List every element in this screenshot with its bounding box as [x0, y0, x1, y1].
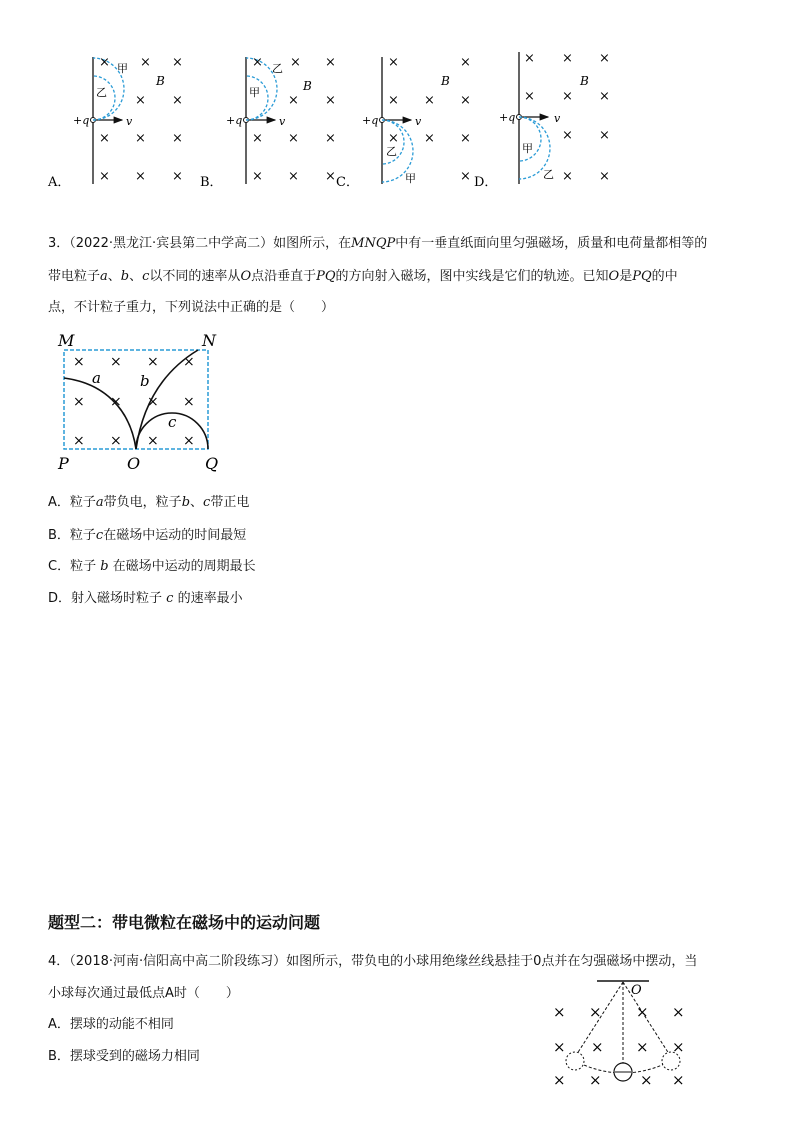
option-text: 带负电，粒子	[103, 495, 182, 510]
option-label-a: A．	[48, 175, 71, 190]
label-n: N	[202, 331, 216, 350]
label-c: c	[168, 413, 177, 431]
cross-mark: ×	[288, 131, 299, 146]
q3-text: 点沿垂直于	[251, 269, 317, 284]
q4-pendulum-figure	[545, 975, 695, 1090]
option-text: 在磁场中运动的时间最短	[103, 528, 247, 543]
cross-mark: ×	[553, 1003, 566, 1021]
q3-option-b[interactable]	[48, 524, 246, 543]
q3-var: O	[608, 269, 620, 284]
cross-mark: ×	[562, 89, 573, 104]
cross-mark: ×	[599, 51, 610, 66]
cross-mark: ×	[640, 1071, 653, 1089]
q3-var: c	[142, 269, 150, 284]
cross-mark: ×	[99, 55, 110, 70]
label-charge: +q	[362, 114, 379, 127]
label-jia: 甲	[405, 172, 416, 185]
option-var: a	[95, 495, 104, 510]
cross-mark: ×	[147, 394, 159, 410]
cross-mark: ×	[172, 131, 183, 146]
cross-mark: ×	[110, 394, 122, 410]
label-b: b	[140, 372, 150, 390]
cross-mark: ×	[524, 89, 535, 104]
cross-mark: ×	[172, 169, 183, 184]
option-label-c: C．	[336, 175, 359, 190]
q3-region: MNQP	[351, 236, 396, 251]
label-jia: 甲	[117, 62, 128, 75]
q4-option-b[interactable]: B．摆球受到的磁场力相同	[48, 1049, 200, 1064]
option-figures	[0, 0, 793, 200]
cross-mark: ×	[388, 93, 399, 108]
cross-mark: ×	[135, 93, 146, 108]
q4-line-1: 4．（2018·河南·信阳高中高二阶段练习）如图所示，带负电的小球用绝缘丝线悬挂于0点并在匀强磁场中摆动，当	[48, 954, 698, 969]
option-text: A．粒子	[48, 495, 96, 510]
q3-text: 是	[619, 269, 633, 284]
q3-line-1	[48, 232, 707, 251]
cross-mark: ×	[99, 131, 110, 146]
cross-mark: ×	[524, 51, 535, 66]
cross-mark: ×	[135, 169, 146, 184]
section-heading: 题型二：带电微粒在磁场中的运动问题	[48, 913, 321, 932]
q3-text: 的中	[651, 269, 678, 284]
q4-line-2: 小球每次通过最低点A时（ ）	[48, 986, 239, 1001]
option-text: D．射入磁场时粒子	[48, 591, 167, 606]
label-o: O	[127, 454, 141, 473]
label-m: M	[58, 331, 75, 350]
cross-mark: ×	[460, 169, 471, 184]
option-var: b	[100, 559, 109, 574]
label-v: v	[415, 115, 422, 128]
cross-mark: ×	[252, 131, 263, 146]
option-var: b	[181, 495, 191, 510]
option-text: C．粒子	[48, 559, 101, 574]
label-a: a	[92, 369, 101, 387]
label-o: O	[631, 983, 642, 998]
cross-mark: ×	[388, 131, 399, 146]
label-charge: +q	[73, 114, 90, 127]
figure-b	[200, 55, 336, 190]
option-text: 的速率最小	[173, 591, 243, 606]
q3-var: PQ	[316, 269, 336, 284]
cross-mark: ×	[325, 93, 336, 108]
label-b: B	[303, 79, 312, 93]
cross-mark: ×	[589, 1003, 602, 1021]
figure-a	[47, 55, 183, 190]
q3-text: 、	[107, 269, 121, 284]
cross-mark: ×	[460, 131, 471, 146]
label-b: B	[441, 74, 450, 88]
cross-mark: ×	[553, 1071, 566, 1089]
label-yi: 乙	[543, 168, 554, 181]
cross-mark: ×	[110, 354, 122, 370]
label-v: v	[554, 112, 561, 125]
figure-c	[336, 55, 471, 190]
cross-mark: ×	[636, 1003, 649, 1021]
option-var: c	[166, 591, 174, 606]
cross-mark: ×	[325, 131, 336, 146]
q3-option-a[interactable]	[48, 491, 249, 510]
cross-mark: ×	[325, 169, 336, 184]
ball-left	[566, 1052, 584, 1070]
cross-mark: ×	[599, 128, 610, 143]
figure-d	[474, 51, 610, 190]
cross-mark: ×	[672, 1071, 685, 1089]
label-b: B	[156, 74, 165, 88]
cross-mark: ×	[290, 55, 301, 70]
cross-mark: ×	[135, 131, 146, 146]
cross-mark: ×	[252, 169, 263, 184]
cross-mark: ×	[183, 433, 195, 449]
cross-mark: ×	[562, 169, 573, 184]
label-yi: 乙	[96, 86, 107, 99]
label-b: B	[580, 74, 589, 88]
option-text: B．粒子	[48, 528, 96, 543]
cross-mark: ×	[172, 93, 183, 108]
label-jia: 甲	[522, 142, 533, 155]
label-jia: 甲	[249, 86, 260, 99]
cross-mark: ×	[73, 433, 85, 449]
cross-mark: ×	[252, 55, 263, 70]
cross-mark: ×	[73, 354, 85, 370]
cross-mark: ×	[110, 433, 122, 449]
cross-mark: ×	[460, 93, 471, 108]
q4-option-a[interactable]: A．摆球的动能不相同	[48, 1017, 174, 1032]
cross-mark: ×	[636, 1038, 649, 1056]
cross-mark: ×	[325, 55, 336, 70]
cross-mark: ×	[140, 55, 151, 70]
q3-var: b	[120, 269, 130, 284]
q3-number: 3．	[48, 236, 70, 251]
q3-text: 、	[129, 269, 143, 284]
q3-line-3: 点，不计粒子重力，下列说法中正确的是（ ）	[48, 300, 335, 315]
q3-option-d[interactable]	[48, 587, 243, 606]
q3-figure	[48, 328, 228, 474]
label-q: Q	[205, 454, 219, 473]
cross-mark: ×	[553, 1038, 566, 1056]
q3-text: 以不同的速率从	[149, 269, 241, 284]
cross-mark: ×	[172, 55, 183, 70]
label-charge: +q	[499, 111, 516, 124]
label-v: v	[126, 115, 133, 128]
cross-mark: ×	[183, 394, 195, 410]
cross-mark: ×	[424, 93, 435, 108]
label-v: v	[279, 115, 286, 128]
cross-mark: ×	[562, 51, 573, 66]
q3-var: PQ	[632, 269, 652, 284]
q3-var: O	[240, 269, 252, 284]
cross-mark: ×	[589, 1071, 602, 1089]
cross-mark: ×	[388, 55, 399, 70]
option-label-d: D．	[474, 175, 498, 190]
cross-mark: ×	[147, 354, 159, 370]
cross-mark: ×	[562, 128, 573, 143]
option-text: 在磁场中运动的周期最长	[108, 559, 256, 574]
cross-mark: ×	[288, 169, 299, 184]
q3-option-c[interactable]	[48, 555, 256, 574]
q3-text: 如图所示，在	[273, 236, 352, 251]
cross-mark: ×	[147, 433, 159, 449]
cross-mark: ×	[288, 93, 299, 108]
cross-mark: ×	[672, 1038, 685, 1056]
q3-var: a	[100, 269, 108, 284]
option-text: 带正电	[210, 495, 250, 510]
q3-text: 的方向射入磁场，图中实线是它们的轨迹。已知	[335, 269, 609, 284]
label-charge: +q	[226, 114, 243, 127]
cross-mark: ×	[460, 55, 471, 70]
option-var: c	[203, 495, 211, 510]
q3-source: （2022·黑龙江·宾县第二中学高二）	[69, 236, 274, 251]
cross-mark: ×	[672, 1003, 685, 1021]
cross-mark: ×	[591, 1038, 604, 1056]
label-p: P	[58, 454, 69, 473]
cross-mark: ×	[599, 169, 610, 184]
option-label-b: B．	[200, 175, 223, 190]
cross-mark: ×	[183, 354, 195, 370]
cross-mark: ×	[599, 89, 610, 104]
cross-mark: ×	[73, 394, 85, 410]
cross-mark: ×	[424, 131, 435, 146]
label-yi: 乙	[386, 145, 397, 158]
q3-line-2	[48, 265, 678, 284]
q3-text: 中有一垂直纸面向里匀强磁场，质量和电荷量都相等的	[395, 236, 708, 251]
q3-text: 带电粒子	[48, 269, 101, 284]
label-yi: 乙	[272, 62, 283, 75]
option-var: c	[95, 528, 104, 543]
cross-mark: ×	[99, 169, 110, 184]
option-text: 、	[190, 495, 204, 510]
